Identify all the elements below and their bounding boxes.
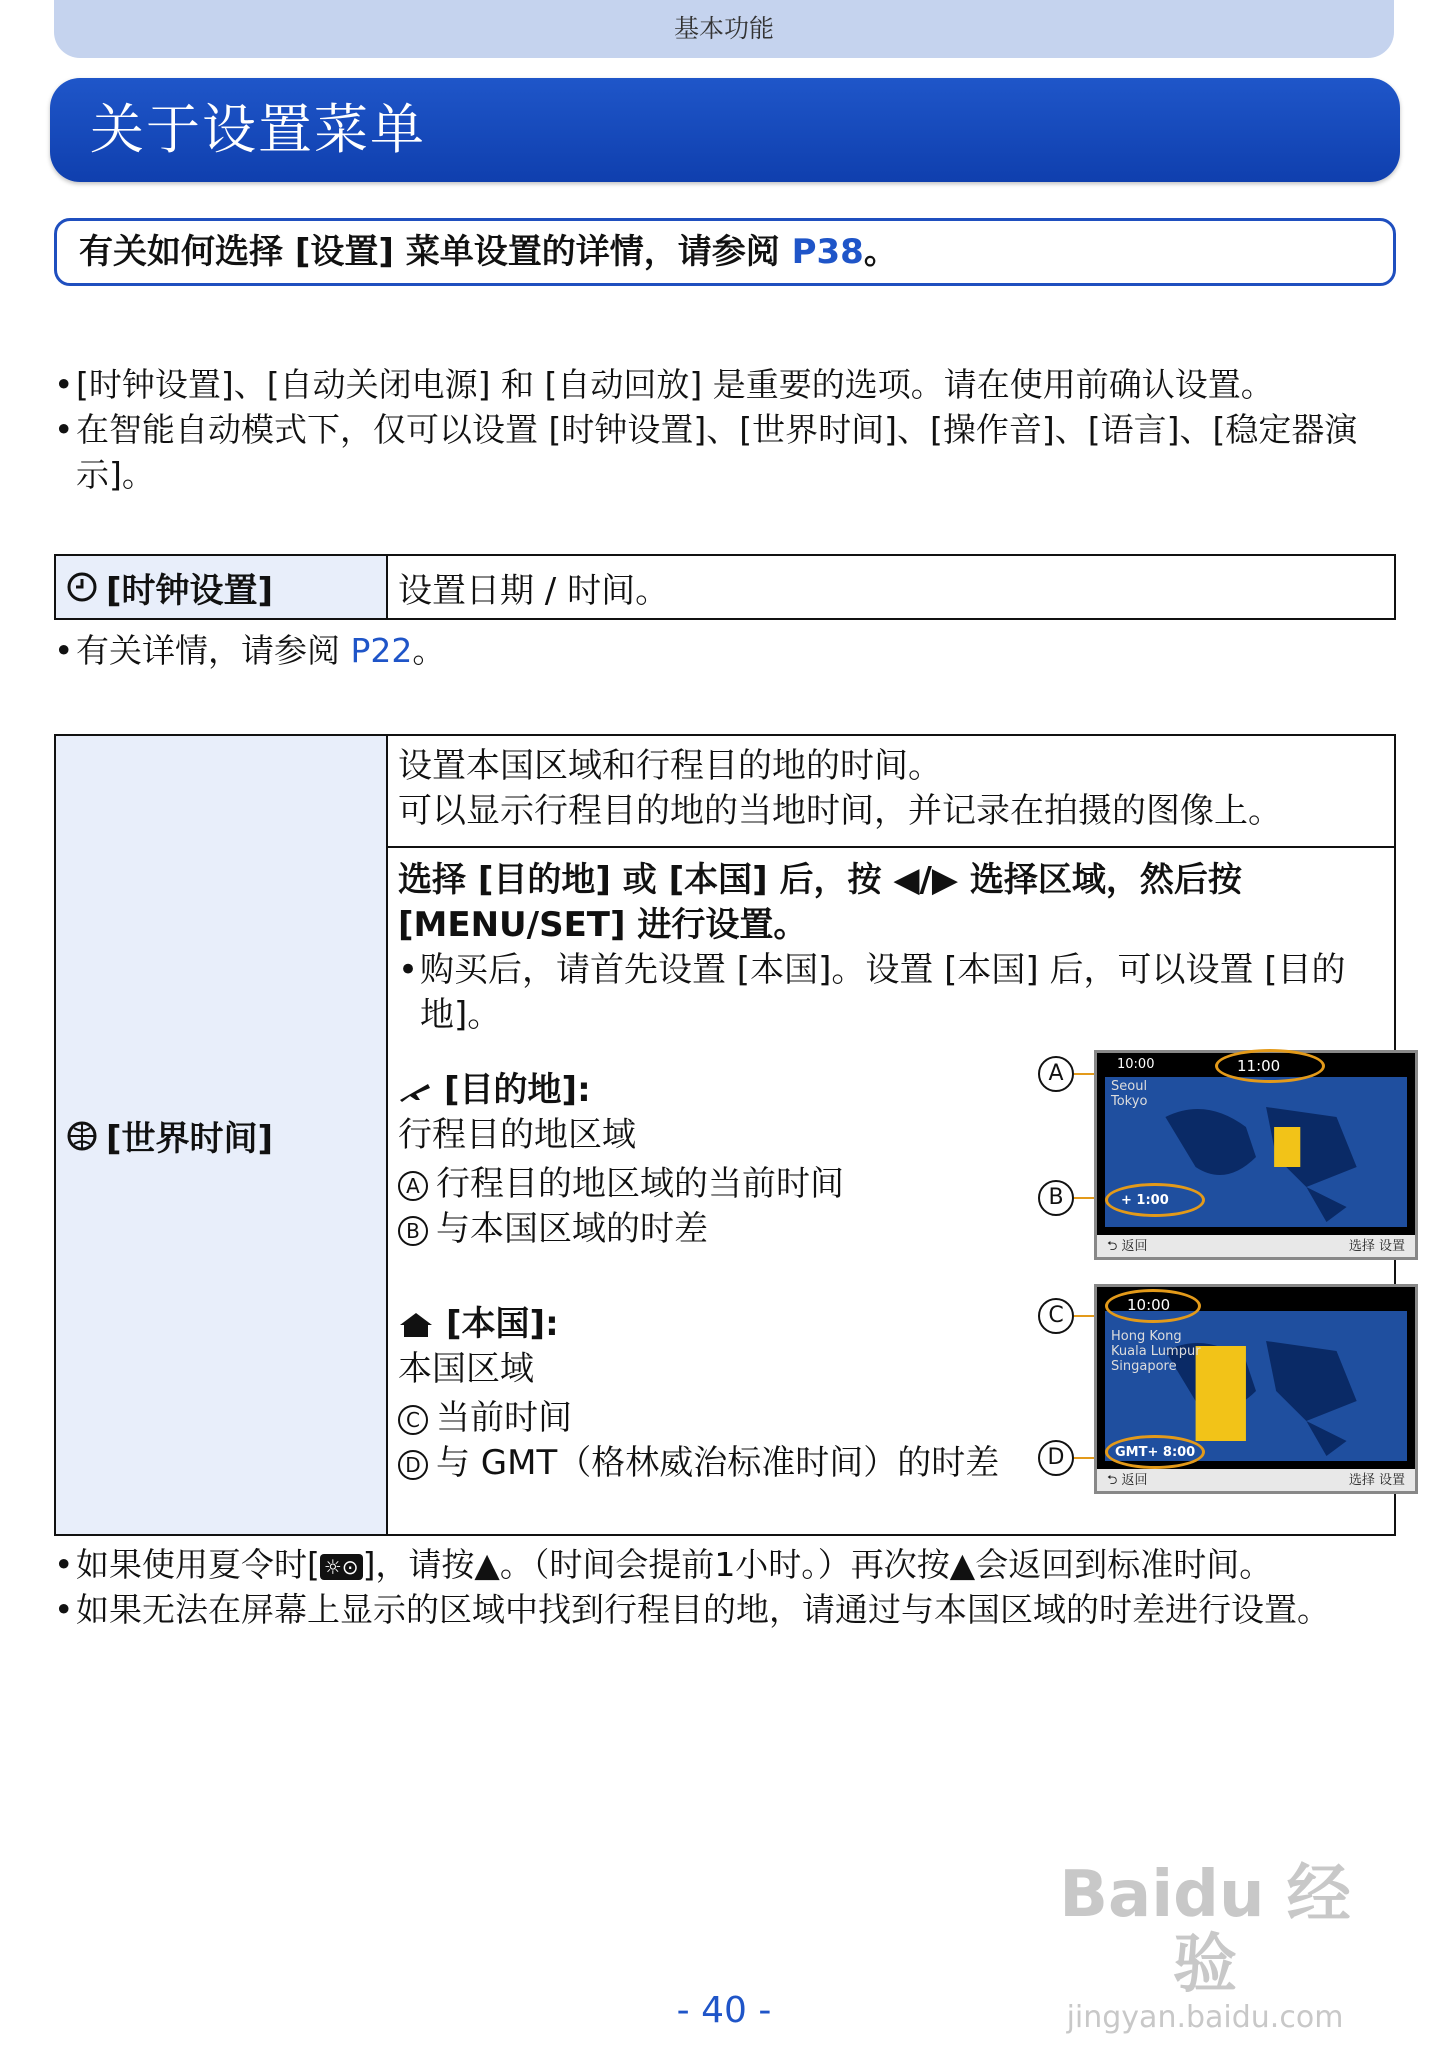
screen-marker-a: A [1038,1056,1074,1092]
dst-note-suffix: ]，请按▲。（时间会提前1小时。）再次按▲会返回到标准时间。 [362,1545,1273,1584]
screen-marker-b: B [1038,1180,1074,1216]
page-number: - 40 - [676,1990,772,2031]
dst-icon: ☼⊙ [320,1554,363,1580]
world-time-table [54,734,1405,1536]
world-desc-line: 可以显示行程目的地的当地时间，并记录在拍摄的图像上。 [398,791,1282,831]
screen-city: Tokyo [1111,1094,1148,1109]
home-section [398,1302,1098,1486]
screen-home-time: 10:00 [1127,1296,1171,1314]
screen-city: Singapore [1111,1359,1177,1374]
world-desc-line: 设置本国区域和行程目的地的时间。 [398,746,942,786]
bottom-notes [54,1542,1404,1632]
world-label-cell [56,736,388,1534]
airplane-icon [398,1078,432,1104]
clock-label-cell [56,556,388,618]
clock-note-text: 有关详情，请参阅 [76,631,351,670]
title-banner [50,78,1400,182]
home-screen-figure [1038,1296,1428,1488]
home-d: 与 GMT（格林威治标准时间）的时差 [436,1443,1000,1483]
home-title: [本国]: [446,1304,559,1344]
home-subtitle: 本国区域 [398,1349,534,1389]
screen-gmt-diff: GMT+ 8:00 [1115,1445,1196,1460]
destination-screen [1094,1050,1418,1260]
screen-select: 选择 设置 [1348,1239,1405,1254]
screen-city: Seoul [1111,1079,1148,1094]
world-label: [世界时间] [106,1118,274,1159]
instruction-line: 选择 [目的地] 或 [本国] 后，按 ◀/▶ 选择区域，然后按 [398,860,1242,900]
reference-box [54,218,1396,286]
marker-c: C [398,1405,428,1435]
screen-home-time: 10:00 [1117,1057,1155,1072]
screen-back: 返回 [1121,1473,1148,1488]
reference-text: 有关如何选择 [设置] 菜单设置的详情，请参阅 [79,232,792,272]
world-detail [388,848,1405,1534]
home-c: 当前时间 [436,1398,572,1438]
clock-setting-row [54,554,1396,620]
home-screen [1094,1284,1418,1494]
screen-dest-diff: + 1:00 [1121,1193,1169,1208]
destination-section [398,1068,1038,1252]
notes [54,362,1404,497]
world-content [388,736,1405,1534]
reference-suffix: 。 [863,232,898,272]
destination-screen-figure [1038,1056,1428,1254]
marker-d: D [398,1450,428,1480]
note-item: • 在智能自动模式下，仅可以设置 [时钟设置]、[世界时间]、[操作音]、[语言]、[稳定器演示]。 [54,407,1404,497]
screen-marker-d: D [1038,1440,1074,1476]
clock-note-suffix: 。 [412,631,446,670]
reference-link[interactable]: P38 [791,232,864,272]
screen-bottom-bar: ⮌ 返回 选择 设置 [1097,1469,1415,1491]
world-time-icon [66,1119,98,1151]
clock-desc: 设置日期 / 时间。 [398,570,670,611]
screen-city: Kuala Lumpur [1111,1344,1201,1359]
instruction-line: [MENU/SET] 进行设置。 [398,905,808,945]
marker-a: A [398,1171,428,1201]
destination-a: 行程目的地区域的当前时间 [436,1164,844,1204]
screen-marker-c: C [1038,1298,1074,1334]
instruction-note: • 购买后，请首先设置 [本国]。设置 [本国] 后，可以设置 [目的地]。 [398,948,1358,1038]
screen-select: 选择 设置 [1348,1473,1405,1488]
section-title: 基本功能 [673,14,774,43]
not-found-note: • 如果无法在屏幕上显示的区域中找到行程目的地，请通过与本国区域的时差进行设置。 [54,1587,1404,1632]
home-icon [398,1311,434,1339]
marker-b: B [398,1216,428,1246]
screen-bottom-bar: ⮌ 返回 选择 设置 [1097,1235,1415,1257]
clock-note-link[interactable]: P22 [350,631,413,670]
dst-note [54,1542,1404,1587]
screen-city: Hong Kong [1111,1329,1182,1344]
dst-note-prefix: 如果使用夏令时[ [76,1545,320,1584]
clock-note [54,628,445,673]
watermark-logo: Baidu 经验 [1059,1858,1351,2002]
clock-icon [66,571,98,603]
screen-back: 返回 [1121,1239,1148,1254]
note-item: • [时钟设置]、[自动关闭电源] 和 [自动回放] 是重要的选项。请在使用前确认设置。 [54,362,1404,407]
destination-b: 与本国区域的时差 [436,1209,708,1249]
page-title: 关于设置菜单 [90,98,426,161]
watermark-url: jingyan.baidu.com [1066,2000,1344,2035]
clock-label: [时钟设置] [106,570,274,611]
destination-subtitle: 行程目的地区域 [398,1115,636,1155]
header-bar [54,0,1394,58]
world-desc [388,736,1394,848]
destination-title: [目的地]: [444,1070,591,1110]
screen-dest-time: 11:00 [1237,1057,1281,1075]
